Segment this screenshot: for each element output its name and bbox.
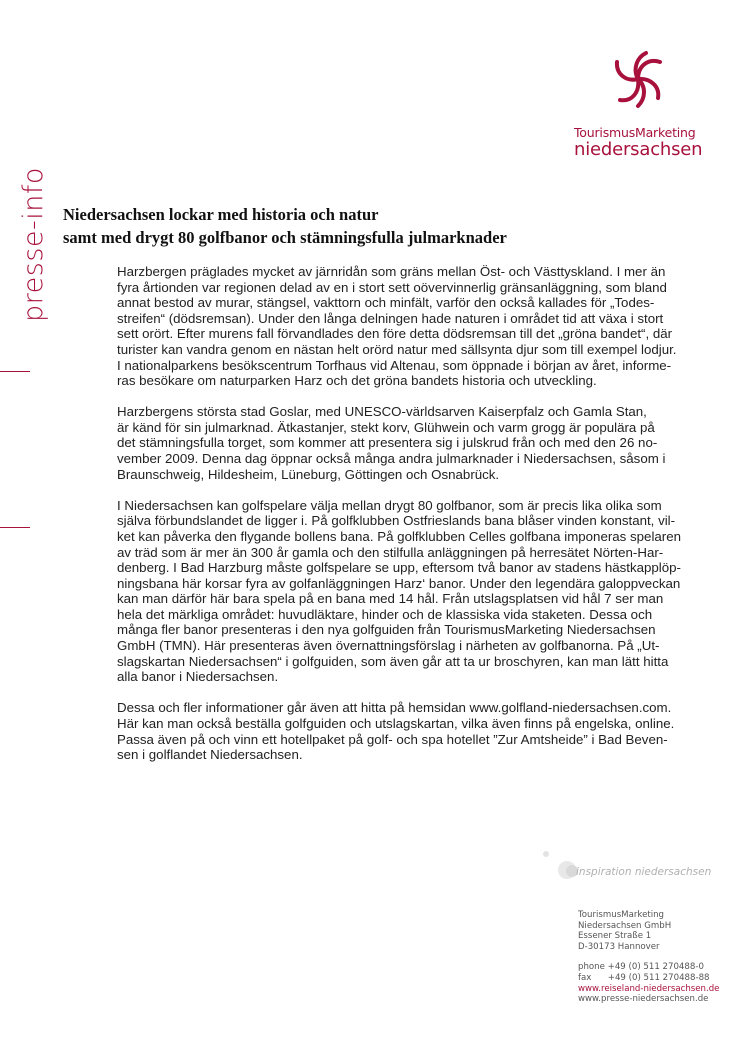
spacer <box>578 952 719 962</box>
text-line: av träd som är mer än 300 år gamla och den stilfulla anläggningen på herresätet Nörten-Har- <box>117 544 664 560</box>
text-line: kan man därför här bara spela på en bana med 14 hål. Från utslagsplatsen vid hål 7 ser man <box>117 591 664 607</box>
text-line: ket kan påverka den flygande bollens bana. På golfklubben Celles golfbana imponeras spelaren <box>117 528 682 544</box>
inspiration-text: inspiration niedersachsen <box>576 866 712 878</box>
text-line: Dessa och fler informationer går även att hitta på hemsidan www.golfland-niedersachsen.com. <box>117 700 672 716</box>
text-line: själva förbundslandet de ligger i. På golfklubben Ostfrieslands bana blåser vinden konstant, vil- <box>117 513 676 529</box>
text-line: Braunschweig, Hildesheim, Lüneburg, Göttingen och Osnabrück. <box>117 466 500 482</box>
logo-text-tourismusmarketing: TourismusMarketing <box>574 125 696 140</box>
address-line: Niedersachsen GmbH <box>578 920 672 931</box>
text-line: ningsbana här korsar fyra av golfanläggningen Harz‘ banor. Under den legendära galoppveckan <box>117 575 681 591</box>
text-line: streifen“ (dödsremsan). Under den långa delningen hade naturen i området tid att växa i stort <box>117 310 664 326</box>
website-link-reiseland[interactable]: www.reiseland-niedersachsen.de <box>578 983 720 994</box>
text-line: denberg. I Bad Harzburg måste golfspelare se upp, eftersom två banor av stadens hästkapplöp- <box>117 560 681 576</box>
text-line: Passa även på och vinn ett hotellpaket på golf- och spa hotellet ”Zur Amtsheide” i Bad Beven- <box>117 731 668 747</box>
bubble-icon <box>543 851 549 857</box>
press-body <box>117 264 707 778</box>
presse-info-label: presse-info <box>18 167 49 322</box>
text-line: många fler banor presenteras i den nya golfguiden från TourismusMarketing Niedersachsen <box>117 622 656 638</box>
text-line: Harzbergen präglades mycket av järnridån som gräns mellan Öst- och Västtyskland. I mer än <box>117 264 666 279</box>
text-line: I Niedersachsen kan golfspelare välja mellan drygt 80 golfbanor, som är precis lika olika som <box>117 497 662 513</box>
address-line: Essener Straße 1 <box>578 931 652 942</box>
swirl-logo-icon <box>608 48 668 110</box>
text-line: fyra årtionden var regionen delad av en i stort sett oövervinnerlig gränsanläggning, som bland <box>117 279 667 295</box>
text-line: Här kan man också beställa golfguiden och utslagskartan, vilka även finns på engelska, online. <box>117 715 675 731</box>
margin-fold-mark-top <box>0 371 30 372</box>
headline-line: samt med drygt 80 golfbanor och stämningsfulla julmarknader <box>63 228 507 247</box>
fax-number: fax +49 (0) 511 270488-88 <box>578 972 710 983</box>
website-link-presse[interactable]: www.presse-niedersachsen.de <box>578 994 709 1005</box>
text-line: vember 2009. Denna dag öppnar också många andra julmarknader i Niedersachsen, såsom i <box>117 451 666 467</box>
text-line: ras besökare om naturparken Harz och det gröna bandets historia och utveckling. <box>117 373 597 389</box>
text-line: slagskartan Niedersachsen“ i golfguiden, som även går att ta ur broschyren, kan man lätt hitta <box>117 653 669 669</box>
text-line: sett orört. Efter murens fall förvandlades den före detta dödsremsan till det „gröna bandet“, där <box>117 326 673 342</box>
phone-number: phone +49 (0) 511 270488-0 <box>578 962 704 973</box>
paragraph-harz <box>117 264 707 389</box>
text-line: alla banor i Niedersachsen. <box>117 669 279 685</box>
text-line: GmbH (TMN). Här presenteras även övernattningsförslag i närheten av golfbanorna. På „Ut- <box>117 638 660 654</box>
text-line: annat bestod av murar, stängsel, vakttorn och minfält, varför den också kallades för „Todes- <box>117 295 655 311</box>
text-line: sen i golflandet Niedersachsen. <box>117 747 303 763</box>
paragraph-website <box>117 700 707 762</box>
address-line: D-30173 Hannover <box>578 941 660 952</box>
contact-block <box>578 910 719 1005</box>
paragraph-golf <box>117 498 707 685</box>
paragraph-goslar <box>117 404 707 482</box>
text-line: turister kan vandra genom en nästan helt orörd natur med sällsynta djur som till exempel lodjur. <box>117 341 677 357</box>
text-line: hela det märkliga området: huvudläktare, hinder och de klassiska vida staketen. Dessa och <box>117 606 653 622</box>
inspiration-niedersachsen-mark <box>540 851 720 881</box>
text-line: det stämningsfulla torget, som kommer att presentera sig i julskrud från och med den 26 no- <box>117 435 658 451</box>
address-line: TourismusMarketing <box>578 910 665 920</box>
tourismus-marketing-logo <box>574 48 714 168</box>
text-line: är känd för sin julmarknad. Ätkastanjer, stekt korv, Glühwein och varm grogg är populära på <box>117 419 655 435</box>
margin-fold-mark-bottom <box>0 527 30 528</box>
text-line: I nationalparkens besökscentrum Torfhaus vid Altenau, som öppnade i början av året, informe- <box>117 357 672 373</box>
press-headline <box>63 203 683 249</box>
headline-line: Niedersachsen lockar med historia och natur <box>63 205 379 224</box>
logo-text-niedersachsen: niedersachsen <box>574 139 703 160</box>
text-line: Harzbergens största stad Goslar, med UNESCO-världsarven Kaiserpfalz och Gamla Stan, <box>117 404 647 420</box>
